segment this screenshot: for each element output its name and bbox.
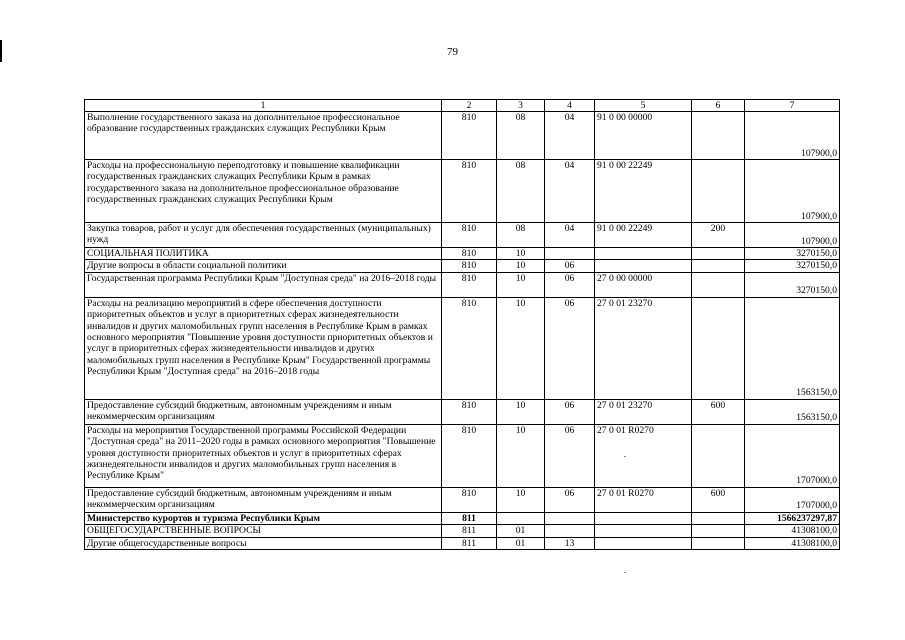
row-pr: 06 bbox=[545, 297, 595, 399]
row-sum: 41308100,0 bbox=[745, 525, 840, 537]
row-name: Закупка товаров, работ и услуг для обеспечения государственных (муниципальных) нужд bbox=[85, 223, 442, 248]
budget-table bbox=[84, 99, 840, 550]
row-sum: 1563150,0 bbox=[745, 297, 840, 399]
table-row bbox=[85, 248, 840, 260]
row-rz: 10 bbox=[497, 260, 545, 272]
row-csr: 91 0 00 22249 bbox=[595, 160, 692, 223]
row-vr bbox=[692, 537, 745, 549]
table-row bbox=[85, 297, 840, 399]
col-header-7: 7 bbox=[745, 100, 840, 112]
col-header-3: 3 bbox=[497, 100, 545, 112]
row-sum: 1566237297,87 bbox=[745, 512, 840, 524]
col-header-4: 4 bbox=[545, 100, 595, 112]
table-header-row bbox=[85, 100, 840, 112]
scan-speck bbox=[624, 456, 626, 457]
row-rz: 01 bbox=[497, 537, 545, 549]
table-row bbox=[85, 512, 840, 524]
col-header-1: 1 bbox=[85, 100, 442, 112]
table-row bbox=[85, 399, 840, 424]
row-rz: 10 bbox=[497, 399, 545, 424]
row-sum: 107900,0 bbox=[745, 223, 840, 248]
col-header-6: 6 bbox=[692, 100, 745, 112]
table-row bbox=[85, 223, 840, 248]
row-vr bbox=[692, 525, 745, 537]
budget-table-body bbox=[85, 100, 840, 550]
row-vr bbox=[692, 260, 745, 272]
row-name: ОБЩЕГОСУДАРСТВЕННЫЕ ВОПРОСЫ bbox=[85, 525, 442, 537]
row-rz: 10 bbox=[497, 248, 545, 260]
row-sum: 3270150,0 bbox=[745, 272, 840, 297]
row-rz: 08 bbox=[497, 160, 545, 223]
row-pr bbox=[545, 248, 595, 260]
row-pr bbox=[545, 512, 595, 524]
table-row bbox=[85, 525, 840, 537]
row-ved: 810 bbox=[442, 260, 497, 272]
row-name: Расходы на реализацию мероприятий в сфере обеспечения доступности приоритетных объектов и услуг в приоритетных сферах жизнедеятельности инвалидов и других маломобильных групп населения в Республике Крым в рамках основного мероприятия "Повышение уровня доступности приоритетных объектов и услуг в приоритетных сферах жизнедеятельности инвалидов и других маломобильных групп населения в Республике Крым" Государственной программы Республики Крым "Доступная среда" на 2016–2018 годы bbox=[85, 297, 442, 399]
table-row bbox=[85, 424, 840, 487]
row-sum: 1707000,0 bbox=[745, 424, 840, 487]
row-name: Расходы на профессиональную переподготовку и повышение квалификации государственных гражданских служащих Республики Крым в рамках государственного заказа на дополнительное профессиональное образование государственных гражданских служащих Республики Крым bbox=[85, 160, 442, 223]
row-rz: 08 bbox=[497, 112, 545, 160]
table-row bbox=[85, 260, 840, 272]
row-pr: 06 bbox=[545, 272, 595, 297]
row-vr bbox=[692, 424, 745, 487]
row-pr: 06 bbox=[545, 399, 595, 424]
row-rz: 10 bbox=[497, 424, 545, 487]
table-row bbox=[85, 160, 840, 223]
row-csr: 27 0 01 23270 bbox=[595, 399, 692, 424]
table-row bbox=[85, 112, 840, 160]
row-sum: 3270150,0 bbox=[745, 260, 840, 272]
row-csr: 91 0 00 22249 bbox=[595, 223, 692, 248]
row-sum: 3270150,0 bbox=[745, 248, 840, 260]
row-pr: 06 bbox=[545, 260, 595, 272]
row-ved: 810 bbox=[442, 297, 497, 399]
row-sum: 1707000,0 bbox=[745, 487, 840, 512]
row-ved: 810 bbox=[442, 272, 497, 297]
row-rz: 10 bbox=[497, 487, 545, 512]
row-ved: 810 bbox=[442, 424, 497, 487]
row-name: Другие вопросы в области социальной политики bbox=[85, 260, 442, 272]
row-vr bbox=[692, 297, 745, 399]
row-csr: 91 0 00 00000 bbox=[595, 112, 692, 160]
row-sum: 41308100,0 bbox=[745, 537, 840, 549]
row-rz: 10 bbox=[497, 272, 545, 297]
table-row bbox=[85, 537, 840, 549]
row-csr: 27 0 00 00000 bbox=[595, 272, 692, 297]
row-sum: 107900,0 bbox=[745, 112, 840, 160]
row-ved: 810 bbox=[442, 160, 497, 223]
row-ved: 810 bbox=[442, 248, 497, 260]
row-csr: 27 0 01 R0270 bbox=[595, 487, 692, 512]
row-pr bbox=[545, 525, 595, 537]
row-vr: 600 bbox=[692, 399, 745, 424]
row-name: Министерство курортов и туризма Республики Крым bbox=[85, 512, 442, 524]
row-vr bbox=[692, 512, 745, 524]
row-csr bbox=[595, 248, 692, 260]
row-pr: 06 bbox=[545, 487, 595, 512]
row-vr bbox=[692, 160, 745, 223]
page-number: 79 bbox=[447, 46, 458, 58]
row-csr: 27 0 01 23270 bbox=[595, 297, 692, 399]
row-csr bbox=[595, 537, 692, 549]
row-ved: 811 bbox=[442, 512, 497, 524]
row-ved: 810 bbox=[442, 399, 497, 424]
row-rz: 01 bbox=[497, 525, 545, 537]
row-ved: 811 bbox=[442, 537, 497, 549]
row-name: Выполнение государственного заказа на дополнительное профессиональное образование государственных гражданских служащих Республики Крым bbox=[85, 112, 442, 160]
row-vr bbox=[692, 112, 745, 160]
table-row bbox=[85, 272, 840, 297]
row-ved: 810 bbox=[442, 487, 497, 512]
row-pr: 04 bbox=[545, 160, 595, 223]
row-ved: 811 bbox=[442, 525, 497, 537]
row-vr bbox=[692, 272, 745, 297]
row-name: Предоставление субсидий бюджетным, автономным учреждениям и иным некоммерческим организациям bbox=[85, 487, 442, 512]
row-vr: 600 bbox=[692, 487, 745, 512]
row-ved: 810 bbox=[442, 223, 497, 248]
row-pr: 04 bbox=[545, 112, 595, 160]
row-rz bbox=[497, 512, 545, 524]
row-csr bbox=[595, 260, 692, 272]
row-name: Предоставление субсидий бюджетным, автономным учреждениям и иным некоммерческим организациям bbox=[85, 399, 442, 424]
row-name: Расходы на мероприятия Государственной программы Российской Федерации "Доступная среда" на 2011–2020 годы в рамках основного мероприятия "Повышение уровня доступности приоритетных объектов и услуг в приоритетных сферах жизнедеятельности инвалидов и других маломобильных групп населения в Республике Крым" bbox=[85, 424, 442, 487]
row-sum: 1563150,0 bbox=[745, 399, 840, 424]
row-sum: 107900,0 bbox=[745, 160, 840, 223]
row-rz: 08 bbox=[497, 223, 545, 248]
row-name: Государственная программа Республики Крым "Доступная среда" на 2016–2018 годы bbox=[85, 272, 442, 297]
row-csr bbox=[595, 525, 692, 537]
row-csr: 27 0 01 R0270 bbox=[595, 424, 692, 487]
row-pr: 04 bbox=[545, 223, 595, 248]
row-pr: 06 bbox=[545, 424, 595, 487]
row-csr bbox=[595, 512, 692, 524]
row-vr bbox=[692, 248, 745, 260]
row-vr: 200 bbox=[692, 223, 745, 248]
row-rz: 10 bbox=[497, 297, 545, 399]
col-header-2: 2 bbox=[442, 100, 497, 112]
scan-speck bbox=[624, 572, 626, 573]
col-header-5: 5 bbox=[595, 100, 692, 112]
row-name: СОЦИАЛЬНАЯ ПОЛИТИКА bbox=[85, 248, 442, 260]
table-row bbox=[85, 487, 840, 512]
row-name: Другие общегосударственные вопросы bbox=[85, 537, 442, 549]
row-pr: 13 bbox=[545, 537, 595, 549]
row-ved: 810 bbox=[442, 112, 497, 160]
